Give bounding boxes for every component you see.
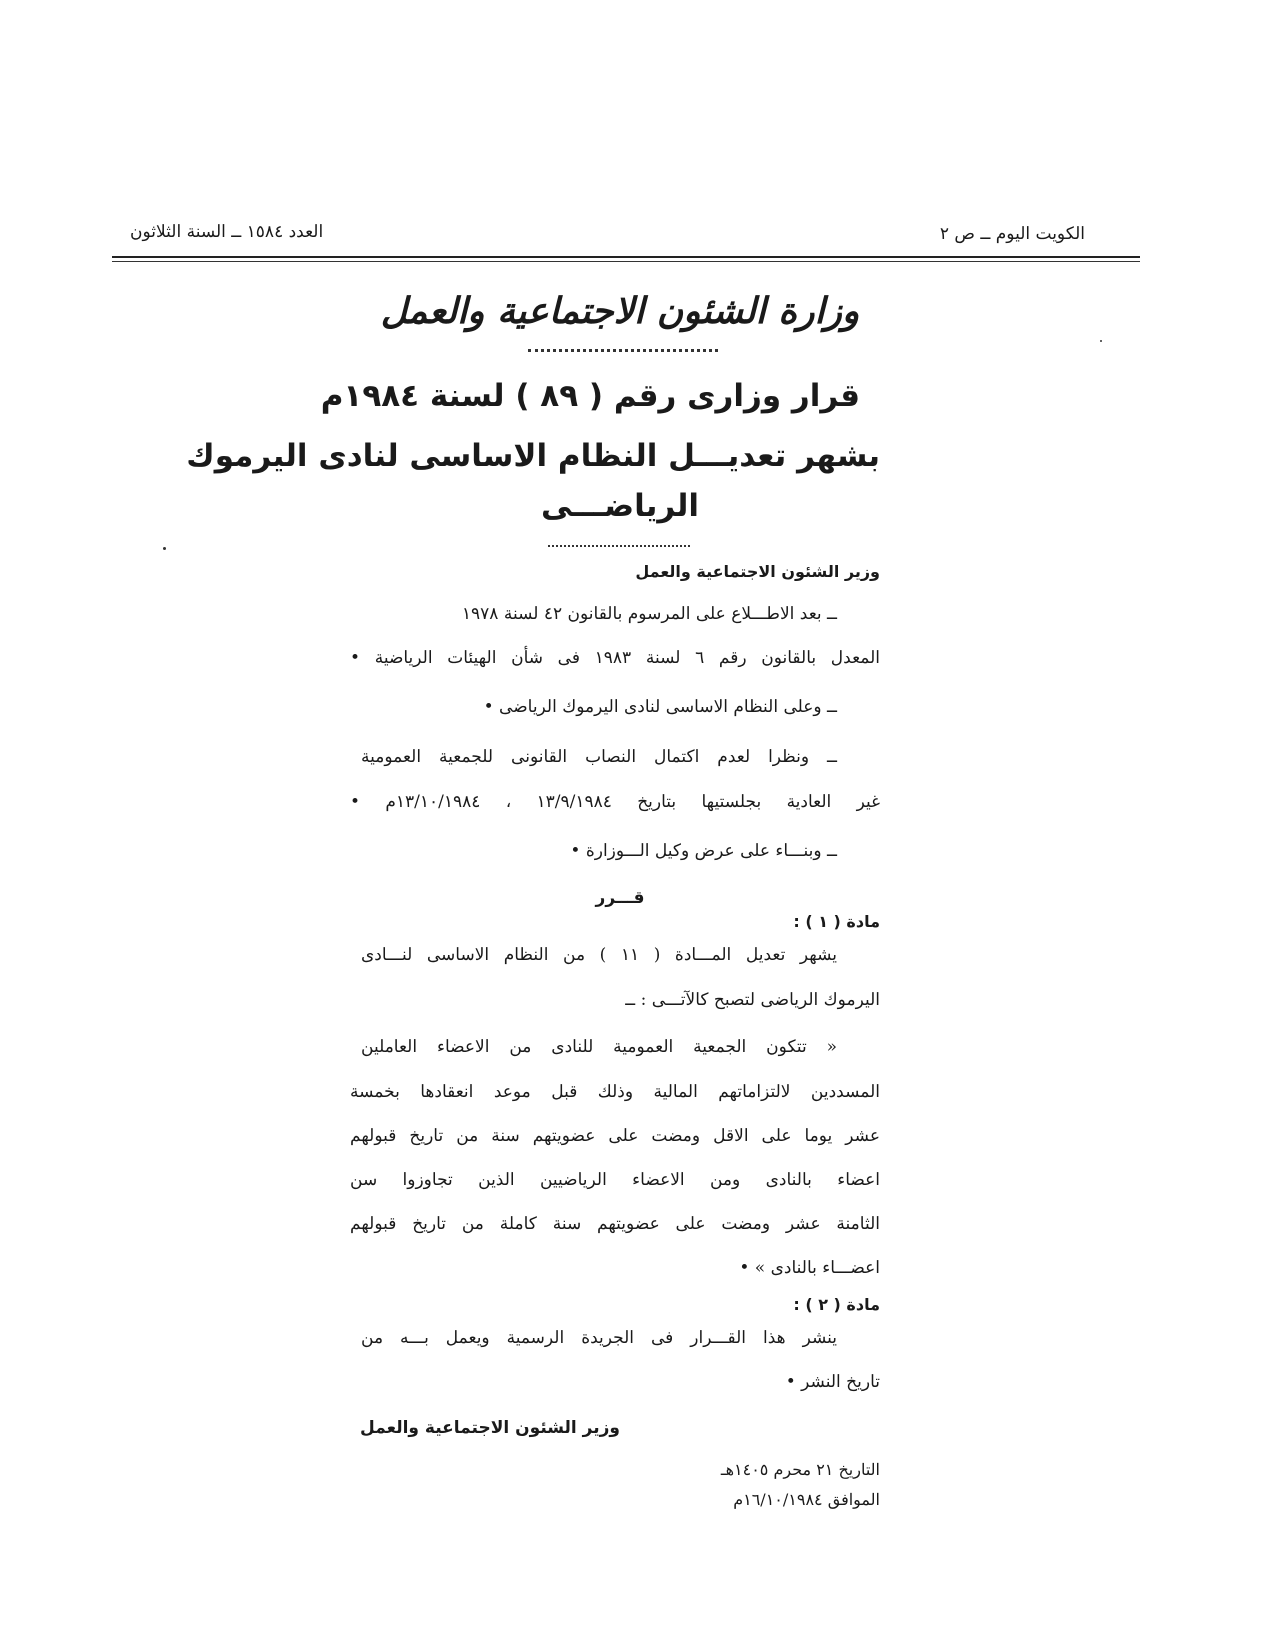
- preamble-line: غير العادية بجلستيها بتاريخ ١٣/٩/١٩٨٤ ، ١٣/١٠/١٩٨٤م •: [350, 792, 880, 812]
- header-rule: [112, 256, 1140, 258]
- amendment-line: « تتكون الجمعية العمومية للنادى من الاعضاء العاملين: [361, 1037, 837, 1057]
- preamble-line: ــ بعد الاطـــلاع على المرسوم بالقانون ٤٢ لسنة ١٩٧٨: [461, 604, 837, 624]
- preamble-line: ــ وبنـــاء على عرض وكيل الـــوزارة •: [570, 841, 837, 861]
- scan-speck: [1100, 340, 1102, 342]
- scan-speck: [163, 547, 166, 550]
- article-2-heading: مادة ( ٢ ) :: [793, 1295, 880, 1314]
- minister-heading: وزير الشئون الاجتماعية والعمل: [635, 562, 880, 581]
- date-gregorian: الموافق ١٦/١٠/١٩٨٤م: [733, 1490, 880, 1509]
- decided-heading: قـــرر: [595, 888, 645, 908]
- amendment-line: المسددين لالتزاماتهم المالية وذلك قبل موعد انعقادها بخمسة: [350, 1082, 880, 1102]
- decree-title-line-1: قرار وزارى رقم ( ٨٩ ) لسنة ١٩٨٤م: [320, 378, 860, 414]
- decree-title-line-2: بشهر تعديـــل النظام الاساسى لنادى اليرموك: [186, 438, 880, 474]
- ornament-divider: [548, 545, 690, 547]
- header-issue-year: العدد ١٥٨٤ ــ السنة الثلاثون: [130, 222, 324, 242]
- amendment-line: الثامنة عشر ومضت على عضويتهم سنة كاملة من تاريخ قبولهم: [350, 1214, 880, 1234]
- article-1-line: يشهر تعديل المـــادة ( ١١ ) من النظام الاساسى لنـــادى: [361, 945, 837, 965]
- date-hijri: التاريخ ٢١ محرم ١٤٠٥هـ: [720, 1460, 880, 1479]
- decree-title-line-3: الرياضـــى: [541, 488, 699, 524]
- article-2-line: ينشر هذا القـــرار فى الجريدة الرسمية ويعمل بـــه من: [361, 1328, 837, 1348]
- amendment-line: اعضـــاء بالنادى » •: [739, 1258, 880, 1278]
- amendment-line: عشر يوما على الاقل ومضت على عضويتهم سنة من تاريخ قبولهم: [350, 1126, 880, 1146]
- header-gazette-page: الكويت اليوم ــ ص ٢: [939, 224, 1085, 244]
- header-rule-thin: [112, 261, 1140, 262]
- signatory-title: وزير الشئون الاجتماعية والعمل: [360, 1418, 620, 1438]
- article-2-line: تاريخ النشر •: [785, 1372, 880, 1392]
- article-1-line: اليرموك الرياضى لتصبح كالآتـــى : ــ: [625, 990, 880, 1010]
- preamble-line: المعدل بالقانون رقم ٦ لسنة ١٩٨٣ فى شأن الهيئات الرياضية •: [350, 648, 881, 668]
- amendment-line: اعضاء بالنادى ومن الاعضاء الرياضيين الذين تجاوزوا سن: [350, 1170, 880, 1190]
- ornament-divider: [528, 349, 718, 352]
- article-1-heading: مادة ( ١ ) :: [793, 912, 880, 931]
- preamble-line: ــ وعلى النظام الاساسى لنادى اليرموك الرياضى •: [483, 697, 837, 717]
- preamble-line: ــ ونظرا لعدم اكتمال النصاب القانونى للجمعية العمومية: [361, 747, 837, 767]
- ministry-title: وزارة الشئون الاجتماعية والعمل: [380, 290, 860, 332]
